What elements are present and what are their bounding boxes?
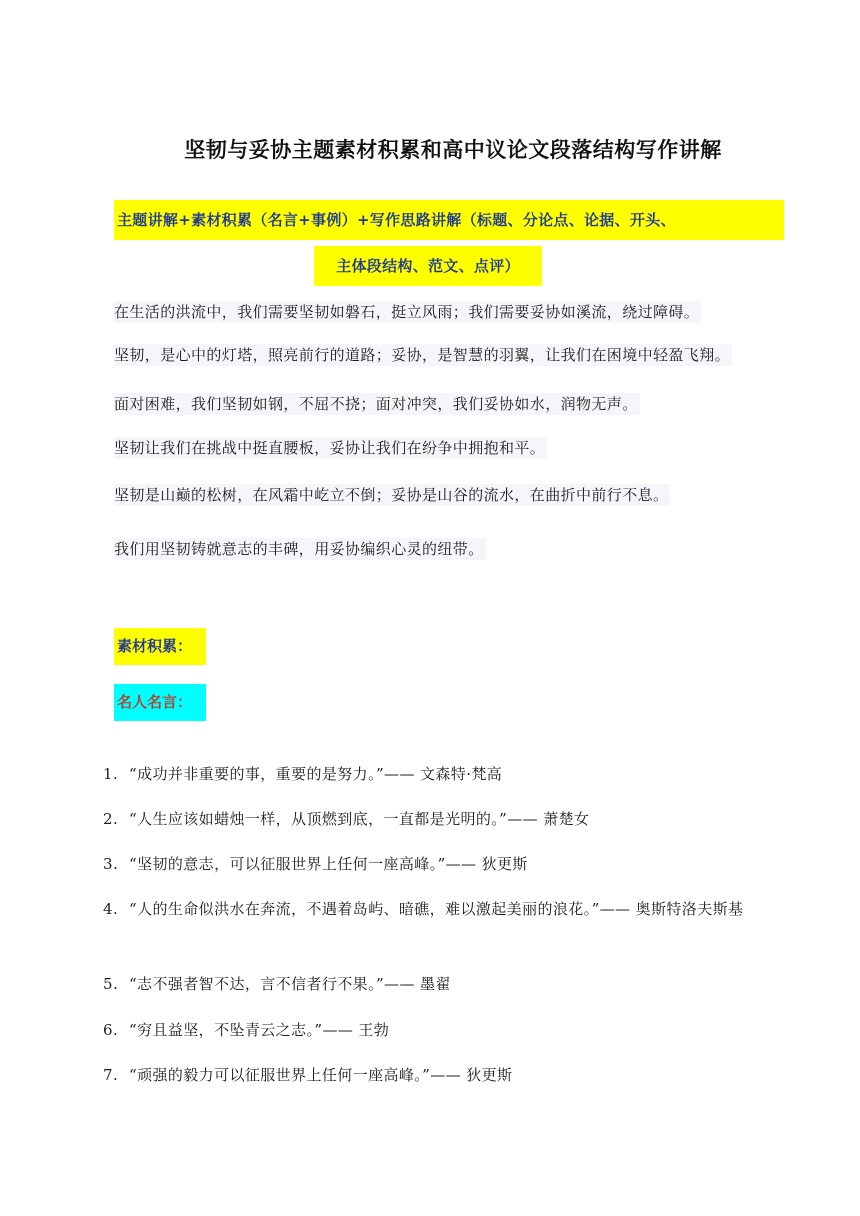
intro-line: 我们用坚韧铸就意志的丰碑，用妥协编织心灵的纽带。 <box>114 540 484 558</box>
subtitle-line-1: 主题讲解+素材积累（名言+事例）+写作思路讲解（标题、分论点、论据、开头、 <box>114 200 784 240</box>
quote-number: 1. <box>103 765 119 783</box>
document-title: 坚韧与妥协主题素材积累和高中议论文段落结构写作讲解 <box>184 138 722 162</box>
quote-text: “人的生命似洪水在奔流，不遇着岛屿、暗礁，难以激起美丽的浪花。”—— 奥斯特洛夫斯基 <box>129 900 744 918</box>
intro-line: 坚韧让我们在挑战中挺直腰板，妥协让我们在纷争中拥抱和平。 <box>114 439 546 457</box>
quote-number: 4. <box>103 900 119 918</box>
quote-number: 6. <box>103 1021 119 1039</box>
quote-text: “志不强者智不达，言不信者行不果。”—— 墨翟 <box>129 975 451 993</box>
quote-text: “穷且益坚，不坠青云之志。”—— 王勃 <box>129 1021 390 1039</box>
quote-number: 3. <box>103 855 119 873</box>
subtitle-line-2: 主体段结构、范文、点评） <box>314 246 542 286</box>
section-label-quotes: 名人名言： <box>114 684 206 721</box>
intro-line: 坚韧是山巅的松树，在风霜中屹立不倒；妥协是山谷的流水，在曲折中前行不息。 <box>114 486 669 504</box>
intro-line: 坚韧，是心中的灯塔，照亮前行的道路；妥协，是智慧的羽翼，让我们在困境中轻盈飞翔。 <box>114 346 731 364</box>
quote-text: “成功并非重要的事，重要的是努力。”—— 文森特·梵高 <box>129 765 503 783</box>
quote-text: “坚韧的意志，可以征服世界上任何一座高峰。”—— 狄更斯 <box>129 855 528 873</box>
section-label-material: 素材积累： <box>114 628 206 665</box>
quote-number: 2. <box>103 810 119 828</box>
intro-line: 面对困难，我们坚韧如钢，不屈不挠；面对冲突，我们妥协如水，润物无声。 <box>114 395 638 413</box>
quote-text: “顽强的毅力可以征服世界上任何一座高峰。”—— 狄更斯 <box>129 1066 513 1084</box>
intro-line: 在生活的洪流中，我们需要坚韧如磐石，挺立风雨；我们需要妥协如溪流，绕过障碍。 <box>114 303 700 321</box>
quote-text: “人生应该如蜡烛一样，从顶燃到底，一直都是光明的。”—— 萧楚女 <box>129 810 590 828</box>
quote-number: 5. <box>103 975 119 993</box>
quote-number: 7. <box>103 1066 119 1084</box>
